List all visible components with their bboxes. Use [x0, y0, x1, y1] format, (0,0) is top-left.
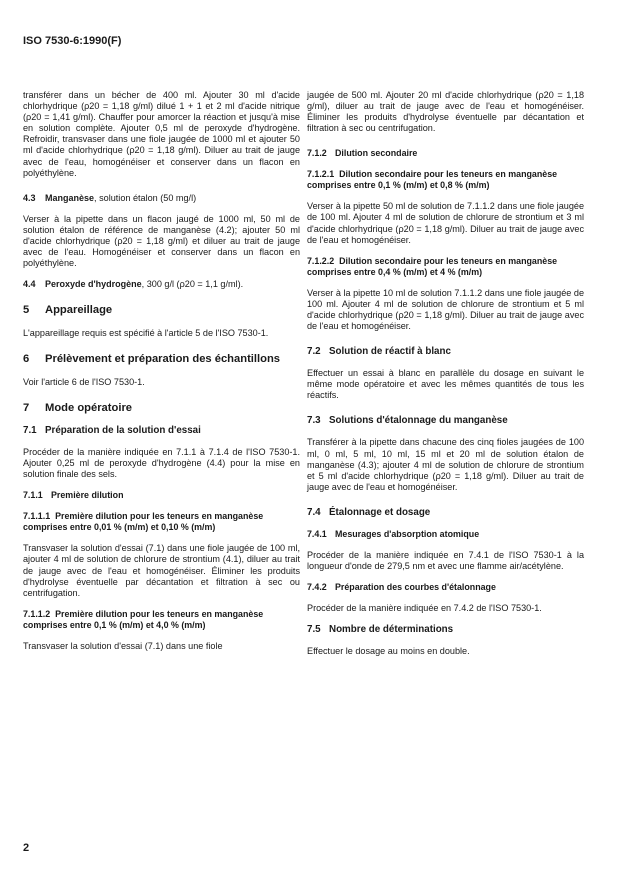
section-4-3: 4.3 Manganèse, solution étalon (50 mg/l): [23, 192, 197, 203]
paragraph: Effectuer le dosage au moins en double.: [307, 646, 470, 657]
page-number: 2: [23, 842, 30, 854]
left-column: [23, 90, 300, 652]
section-7-heading: 7 Mode opératoire: [23, 401, 133, 414]
paragraph: transférer dans un bécher de 400 ml. Ajouter 30 ml d'acide chlorhydrique (ρ20 = 1,18 g/ml) dilué 1 + 1 et 2 ml d'acide nitrique (ρ20 = 1,41 g/ml). Chauffer pour amorcer la réaction et jusqu'à mise en solution complète. Ajouter 0,5 ml de peroxyde d'hydrogène. Refroidir, transvaser dans une fiole jaugée de 1000 ml et ajouter 50 ml d'acide chlorhydrique (ρ20 = 1,18 g/ml). Diluer au trait de jauge avec de l'eau, homogénéiser et conserver dans un flacon en polyéthylène.: [23, 90, 300, 178]
paragraph: Procéder de la manière indiquée en 7.4.2 de l'ISO 7530-1.: [307, 603, 542, 614]
page-header: ISO 7530-6:1990(F): [23, 35, 122, 47]
section-7-2-heading: 7.2 Solution de réactif à blanc: [307, 346, 451, 358]
paragraph: Effectuer un essai à blanc en parallèle du dosage en suivant le même mode opératoire et avec les mêmes quantités de tous les réactifs.: [307, 368, 584, 401]
right-column: [307, 90, 584, 657]
paragraph: Verser à la pipette dans un flacon jaugé de 1000 ml, 50 ml de solution étalon de référence de manganèse (4.2); ajouter 50 ml d'acide chlorhydrique (ρ20 = 1,18 g/ml) et diluer au trait de jauge avec de l'eau. Homogénéiser et conserver dans un flacon en polyéthylène.: [23, 213, 300, 269]
paragraph: Transférer à la pipette dans chacune des cinq fioles jaugées de 100 ml, 0 ml, 5 ml, 10 ml, 15 ml et 20 ml de solution étalon de manganèse (4.3); ajouter 4 ml de solution de chlorure de strontium et 5 ml d'acide chlorhydrique (ρ20 = 1,18 g/ml). Diluer au trait de jauge avec de l'eau et homogénéiser.: [307, 437, 584, 492]
section-6-heading: 6 Prélèvement et préparation des échantillons: [23, 353, 281, 365]
section-7-5-heading: 7.5 Nombre de déterminations: [307, 624, 454, 636]
section-7-1-1-2-heading: 7.1.1.2 Première dilution pour les teneurs en manganèse comprises entre 0,1 % (m/m) et 4,0 % (m/m): [23, 608, 264, 630]
paragraph: Transvaser la solution d'essai (7.1) dans une fiole jaugée de 100 ml, ajouter 4 ml de solution de chlorure de strontium (4.1), diluer au trait de jauge avec de l'eau et homogénéiser. Éliminer les produits d'hydrolyse éventuelle par décantation et filtration à sec ou centrifugation.: [23, 543, 300, 598]
section-7-3-heading: 7.3 Solutions d'étalonnage du manganèse: [307, 415, 508, 427]
paragraph: jaugée de 500 ml. Ajouter 20 ml d'acide chlorhydrique (ρ20 = 1,18 g/ml), diluer au trait de jauge avec de l'eau et homogénéiser. Éliminer les produits d'hydrolyse éventuelle par décantation et filtration à sec ou centrifugation.: [307, 90, 584, 134]
paragraph: L'appareillage requis est spécifié à l'article 5 de l'ISO 7530-1.: [23, 327, 269, 338]
paragraph: Transvaser la solution d'essai (7.1) dans une fiole: [23, 640, 223, 651]
paragraph: Procéder de la manière indiquée en 7.1.1 à 7.1.4 de l'ISO 7530-1. Ajouter 0,25 ml de peroxyde d'hydrogène (4.4) pour la mise en solution finale des sels.: [23, 447, 300, 480]
section-7-1-2-heading: 7.1.2 Dilution secondaire: [307, 148, 418, 159]
paragraph: Verser à la pipette 50 ml de solution de 7.1.1.2 dans une fiole jaugée de 100 ml. Ajouter 4 ml de solution de chlorure de strontium et 3 ml d'acide chlorhydrique (ρ20 = 1,18 g/ml). Diluer au trait de jauge avec de l'eau et homogénéiser.: [307, 201, 584, 245]
section-7-4-2-heading: 7.4.2 Préparation des courbes d'étalonnage: [307, 582, 496, 593]
section-7-4-1-heading: 7.4.1 Mesurages d'absorption atomique: [307, 528, 480, 539]
section-7-1-heading: 7.1 Préparation de la solution d'essai: [23, 425, 201, 437]
section-7-1-2-2-heading: 7.1.2.2 Dilution secondaire pour les teneurs en manganèse comprises entre 0,4 % (m/m) et 4 % (m/m): [307, 255, 558, 277]
paragraph: Verser à la pipette 10 ml de solution 7.1.1.2 dans une fiole jaugée de 100 ml. Ajouter 4 ml de solution de chlorure de strontium et 5 ml d'acide chlorhydrique (ρ20 = 1,18 g/ml). Diluer au trait de jauge avec de l'eau et homogénéiser.: [307, 287, 584, 332]
section-7-4-heading: 7.4 Étalonnage et dosage: [307, 506, 431, 518]
section-7-1-1-1-heading: 7.1.1.1 Première dilution pour les teneurs en manganèse comprises entre 0,01 % (m/m) et 0,10 % (m/m): [23, 511, 264, 533]
paragraph: Voir l'article 6 de l'ISO 7530-1.: [23, 376, 145, 387]
section-7-1-1-heading: 7.1.1 Première dilution: [23, 490, 124, 501]
section-4-4: 4.4 Peroxyde d'hydrogène, 300 g/l (ρ20 = 1,1 g/ml).: [23, 279, 244, 290]
paragraph: Procéder de la manière indiquée en 7.4.1 de l'ISO 7530-1 à la longueur d'onde de 279,5 nm et avec une flamme air/acétylène.: [307, 549, 584, 571]
section-7-1-2-1-heading: 7.1.2.1 Dilution secondaire pour les teneurs en manganèse comprises entre 0,1 % (m/m) et 0,8 % (m/m): [307, 169, 558, 191]
section-5-heading: 5 Appareillage: [23, 304, 113, 317]
